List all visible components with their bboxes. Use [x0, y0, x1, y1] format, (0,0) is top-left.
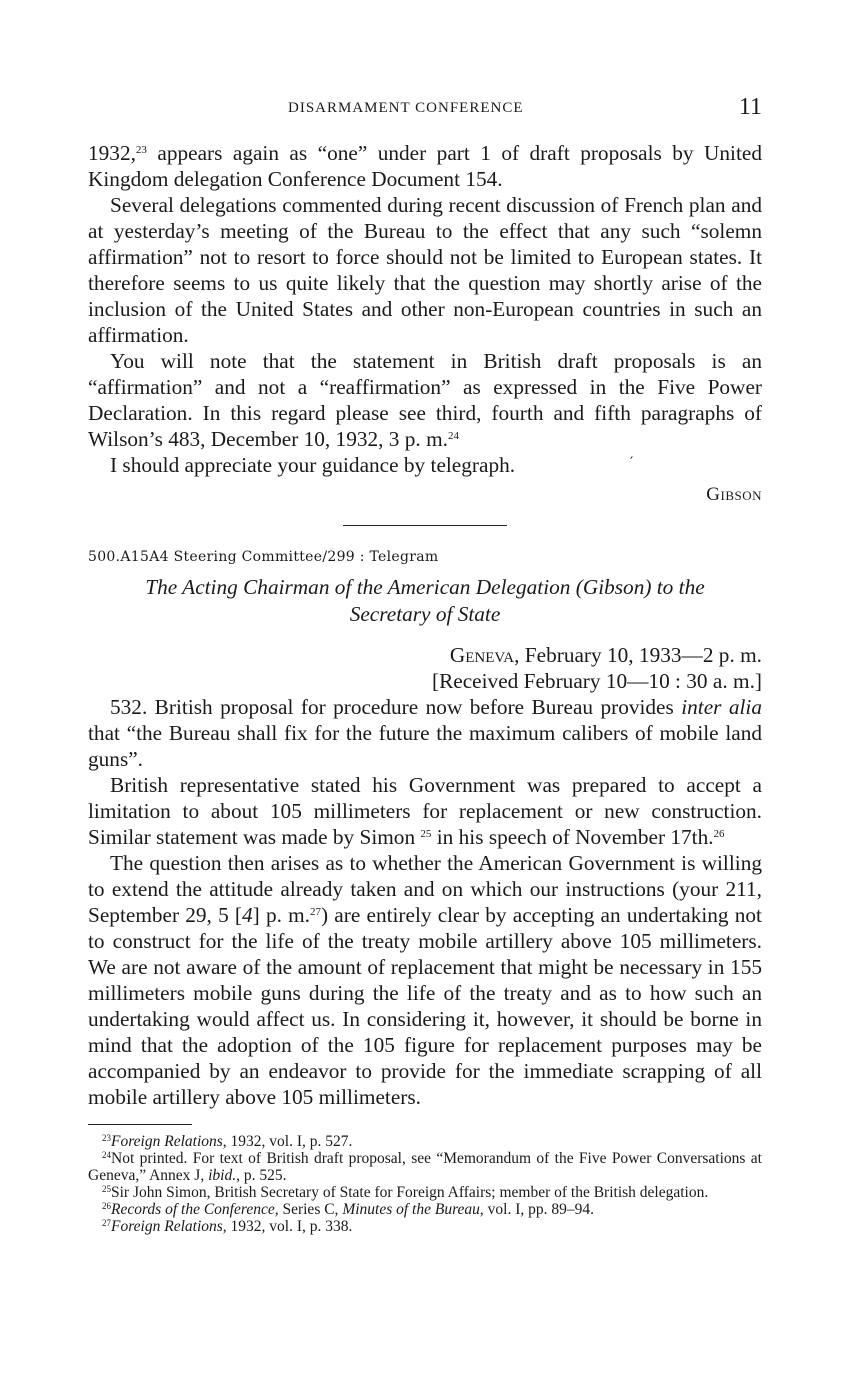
- footnote-number: 26: [102, 1201, 111, 1211]
- paragraph: [88, 772, 762, 850]
- footnote-number: 24: [102, 1150, 111, 1160]
- italic-text: ibid.: [208, 1167, 237, 1184]
- paragraph-text: appears again as “one” under part 1 of draft proposals by United Kingdom delegation Conference Document 154.: [88, 141, 762, 191]
- footnote-number: 23: [102, 1133, 111, 1143]
- dateline-place: Geneva: [449, 643, 515, 667]
- footnote-number: 27: [102, 1218, 111, 1228]
- document-title-line: Secretary of State: [349, 602, 501, 626]
- running-title: DISARMAMENT CONFERENCE: [288, 100, 524, 116]
- paragraph-text: in his speech of November 17th.: [431, 825, 714, 849]
- paragraph-text: You will note that the statement in British draft proposals is an “affirmation” and not a “reaffirmation” as expressed in the Five Power Declaration. In this regard please see third, fourth and fifth paragraphs of Wilson’s 483, December 10, 1932, 3 p. m.: [88, 349, 762, 451]
- italic-text: Foreign Relations: [111, 1218, 223, 1235]
- received-line: [Received February 10—10 : 30 a. m.]: [431, 669, 762, 693]
- paragraph: [88, 694, 762, 772]
- italic-text: Foreign Relations: [111, 1133, 223, 1150]
- paragraph-text: ] p. m.: [252, 903, 311, 927]
- footnote-ref: 25: [420, 828, 432, 840]
- footnote-text: Not printed. For text of British draft proposal, see “Memorandum of the Five Power Conversations at Geneva,” Annex J,: [88, 1150, 762, 1184]
- italic-text: inter alia: [681, 695, 762, 719]
- footnote-text: , vol. I, pp. 89–94.: [479, 1201, 595, 1218]
- footnote-ref: 26: [713, 828, 725, 840]
- footnote-text: Sir John Simon, British Secretary of State for Foreign Affairs; member of the British delegation.: [111, 1184, 709, 1201]
- body-text: [88, 140, 762, 1235]
- dateline: [88, 642, 762, 668]
- paragraph-text: The question then arises as to whether the American Government is willing to extend the attitude already taken and on which our instructions (your 211, September 29, 5 [: [88, 851, 762, 927]
- paragraph: [88, 850, 762, 1110]
- paragraph-text: 1932,: [88, 141, 136, 165]
- footnote-rule: [88, 1124, 192, 1125]
- running-head: [88, 96, 762, 126]
- paragraph-continued: [88, 140, 762, 192]
- section-divider: [343, 525, 507, 526]
- footnote-24: [88, 1150, 762, 1184]
- dateline-date: , February 10, 1933—2 p. m.: [514, 643, 762, 667]
- footnote-ref: 24: [447, 430, 459, 442]
- footnote-25: [88, 1184, 762, 1201]
- footnote-26: [88, 1201, 762, 1218]
- footnotes: [88, 1133, 762, 1235]
- paragraph-text: 532. British proposal for procedure now before Bureau provides: [110, 695, 682, 719]
- footnote-text: , 1932, vol. I, p. 527.: [222, 1133, 353, 1150]
- paragraph: I should appreciate your guidance by telegraph.: [110, 453, 516, 477]
- page-number: 11: [738, 94, 762, 120]
- footnote-ref: 23: [135, 144, 147, 156]
- footnote-text: , Series C,: [274, 1201, 343, 1218]
- footnote-text: , 1932, vol. I, p. 338.: [222, 1218, 353, 1235]
- footnote-ref: 27: [310, 906, 322, 918]
- paragraph: Several delegations commented during recent discussion of French plan and at yesterday’s meeting of the Bureau to the effect that any such “solemn affirmation” not to resort to force should not be limited to European states. It therefore seems to us quite likely that the question may shortly arise of the inclusion of the United States and other non-European countries in such an affirmation.: [88, 193, 762, 347]
- italic-text: Records of the Conference: [111, 1201, 275, 1218]
- italic-text: Minutes of the Bureau: [342, 1201, 480, 1218]
- footnote-23: [88, 1133, 762, 1150]
- footnote-number: 25: [102, 1184, 111, 1194]
- footnote-text: , p. 525.: [236, 1167, 287, 1184]
- italic-text: 4: [242, 903, 253, 927]
- paragraph-text: ) are entirely clear by accepting an undertaking not to construct for the life of the treaty mobile artillery above 105 millimeters. We are not aware of the amount of replacement that might be necessary in 155 millimeters mobile guns during the life of the treaty and as to how such an undertaking would affect us. In considering it, however, it should be borne in mind that the adoption of the 105 figure for replacement purposes may be accompanied by an endeavor to provide for the immediate scrapping of all mobile artillery above 105 millimeters.: [88, 903, 762, 1109]
- paragraph-text: that “the Bureau shall fix for the future the maximum calibers of mobile land guns”.: [88, 721, 762, 771]
- document-title-line: The Acting Chairman of the American Delegation (Gibson) to the: [145, 575, 705, 599]
- paragraph-text: British representative stated his Government was prepared to accept a limitation to about 105 millimeters for replacement or new construction. Similar statement was made by Simon: [88, 773, 762, 849]
- footnote-27: [88, 1218, 762, 1235]
- signature: Gibson: [706, 484, 762, 505]
- document-title: [88, 574, 762, 628]
- paragraph: [88, 348, 762, 452]
- stray-mark-icon: ′: [630, 455, 634, 471]
- file-reference: 500.A15A4 Steering Committee/299 : Telegram: [88, 549, 439, 565]
